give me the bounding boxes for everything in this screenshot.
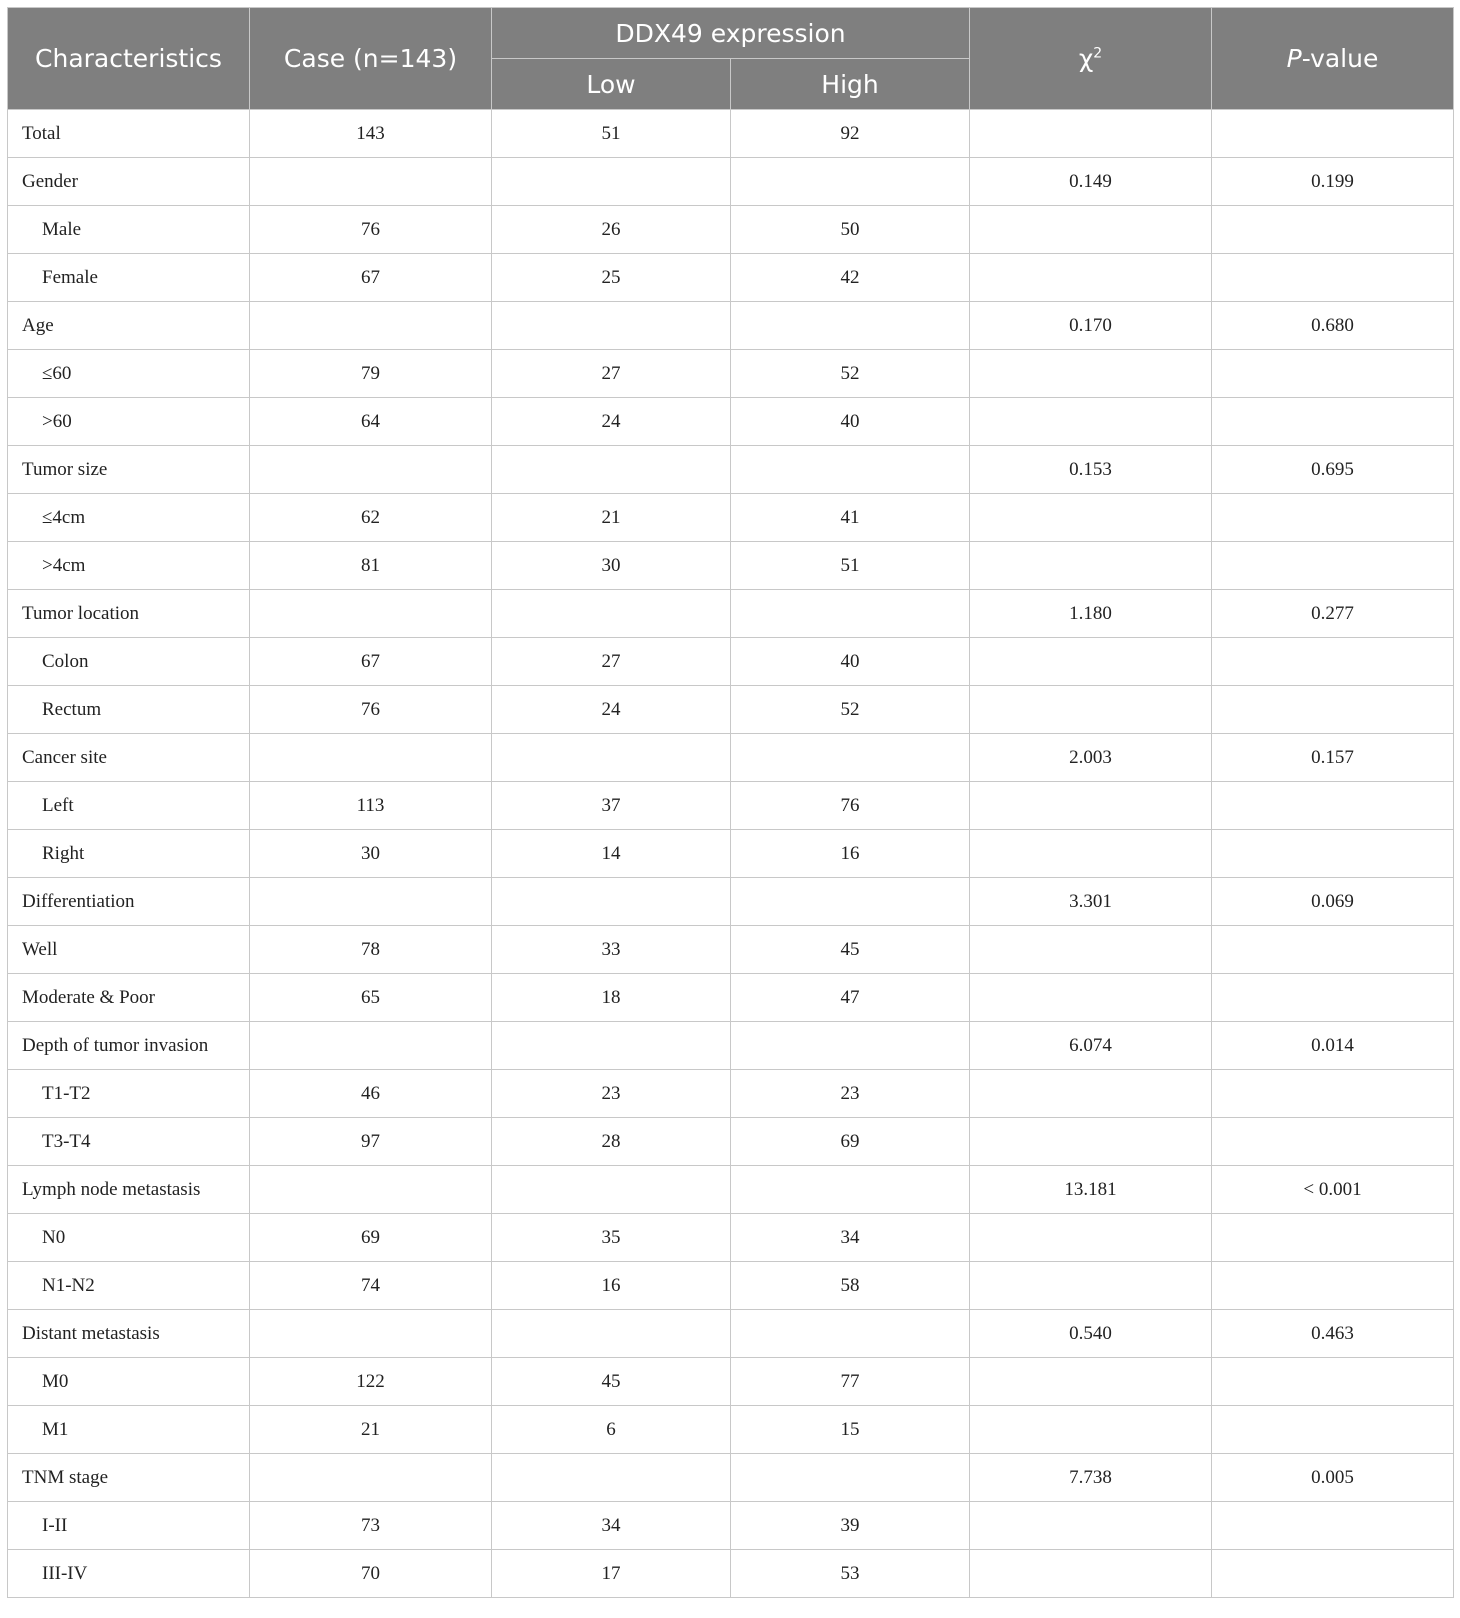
chi-square-value: 6.074 xyxy=(970,1022,1212,1070)
low-count: 26 xyxy=(492,206,731,254)
row-label: TNM stage xyxy=(8,1454,250,1502)
row-label: Age xyxy=(8,302,250,350)
chi-square-value xyxy=(970,638,1212,686)
chi-square-value: 0.153 xyxy=(970,446,1212,494)
low-count: 25 xyxy=(492,254,731,302)
case-count: 76 xyxy=(250,686,492,734)
p-value xyxy=(1212,542,1454,590)
header-p-value xyxy=(1212,8,1454,110)
table-row xyxy=(8,1550,1454,1598)
row-label: Cancer site xyxy=(8,734,250,782)
p-value xyxy=(1212,830,1454,878)
p-italic: P xyxy=(1286,44,1302,73)
case-count xyxy=(250,158,492,206)
chi-square-value xyxy=(970,206,1212,254)
p-value: 0.680 xyxy=(1212,302,1454,350)
low-count: 23 xyxy=(492,1070,731,1118)
case-count: 79 xyxy=(250,350,492,398)
p-value xyxy=(1212,206,1454,254)
header-low: Low xyxy=(492,59,731,110)
p-value xyxy=(1212,782,1454,830)
header-chi-square xyxy=(970,8,1212,110)
case-count: 65 xyxy=(250,974,492,1022)
chi-square-value xyxy=(970,830,1212,878)
row-label: Tumor size xyxy=(8,446,250,494)
low-count: 17 xyxy=(492,1550,731,1598)
chi-square-value xyxy=(970,350,1212,398)
case-count xyxy=(250,302,492,350)
low-count xyxy=(492,158,731,206)
case-count: 74 xyxy=(250,1262,492,1310)
table-row xyxy=(8,830,1454,878)
low-count: 18 xyxy=(492,974,731,1022)
table-row xyxy=(8,494,1454,542)
high-count: 41 xyxy=(731,494,970,542)
chi-square-value xyxy=(970,1070,1212,1118)
case-count xyxy=(250,1454,492,1502)
characteristics-table-container xyxy=(7,7,1453,1598)
low-count: 33 xyxy=(492,926,731,974)
low-count: 34 xyxy=(492,1502,731,1550)
row-label: Total xyxy=(8,110,250,158)
chi-square-value: 0.540 xyxy=(970,1310,1212,1358)
p-value xyxy=(1212,1502,1454,1550)
chi-square-value xyxy=(970,974,1212,1022)
p-value xyxy=(1212,974,1454,1022)
chi-square-value: 0.149 xyxy=(970,158,1212,206)
table-row xyxy=(8,1214,1454,1262)
chi-square-value xyxy=(970,542,1212,590)
low-count xyxy=(492,878,731,926)
table-row xyxy=(8,734,1454,782)
high-count: 45 xyxy=(731,926,970,974)
high-count: 69 xyxy=(731,1118,970,1166)
p-value xyxy=(1212,254,1454,302)
table-header xyxy=(8,8,1454,110)
high-count: 15 xyxy=(731,1406,970,1454)
high-count: 58 xyxy=(731,1262,970,1310)
case-count: 64 xyxy=(250,398,492,446)
p-value: 0.014 xyxy=(1212,1022,1454,1070)
case-count: 76 xyxy=(250,206,492,254)
high-count xyxy=(731,158,970,206)
p-value xyxy=(1212,926,1454,974)
table-row xyxy=(8,1454,1454,1502)
p-value: 0.277 xyxy=(1212,590,1454,638)
chi-square-value xyxy=(970,110,1212,158)
table-row xyxy=(8,974,1454,1022)
chi-square-value xyxy=(970,686,1212,734)
table-row xyxy=(8,302,1454,350)
high-count xyxy=(731,446,970,494)
low-count: 45 xyxy=(492,1358,731,1406)
case-count: 73 xyxy=(250,1502,492,1550)
row-label: Right xyxy=(8,830,250,878)
header-ddx49-expression: DDX49 expression xyxy=(492,8,970,59)
row-label: Well xyxy=(8,926,250,974)
case-count xyxy=(250,1310,492,1358)
low-count xyxy=(492,1310,731,1358)
high-count: 16 xyxy=(731,830,970,878)
case-count xyxy=(250,590,492,638)
p-value xyxy=(1212,638,1454,686)
chi-square-value: 0.170 xyxy=(970,302,1212,350)
case-count xyxy=(250,734,492,782)
high-count xyxy=(731,878,970,926)
case-count xyxy=(250,1166,492,1214)
p-value: 0.463 xyxy=(1212,1310,1454,1358)
low-count: 30 xyxy=(492,542,731,590)
low-count: 6 xyxy=(492,1406,731,1454)
p-value: 0.157 xyxy=(1212,734,1454,782)
table-row xyxy=(8,1262,1454,1310)
table-row xyxy=(8,350,1454,398)
high-count xyxy=(731,590,970,638)
table-row xyxy=(8,254,1454,302)
high-count xyxy=(731,1454,970,1502)
case-count xyxy=(250,1022,492,1070)
low-count xyxy=(492,446,731,494)
p-value xyxy=(1212,350,1454,398)
case-count: 143 xyxy=(250,110,492,158)
row-label: N1-N2 xyxy=(8,1262,250,1310)
chi-square-value: 2.003 xyxy=(970,734,1212,782)
p-value: < 0.001 xyxy=(1212,1166,1454,1214)
row-label: ≤60 xyxy=(8,350,250,398)
p-value xyxy=(1212,398,1454,446)
case-count: 21 xyxy=(250,1406,492,1454)
high-count: 92 xyxy=(731,110,970,158)
table-row xyxy=(8,1502,1454,1550)
table-row xyxy=(8,926,1454,974)
row-label: Colon xyxy=(8,638,250,686)
high-count: 34 xyxy=(731,1214,970,1262)
high-count: 47 xyxy=(731,974,970,1022)
chi-superscript: 2 xyxy=(1093,45,1103,62)
table-row xyxy=(8,542,1454,590)
high-count: 39 xyxy=(731,1502,970,1550)
chi-square-value xyxy=(970,1406,1212,1454)
case-count: 122 xyxy=(250,1358,492,1406)
table-row xyxy=(8,1166,1454,1214)
row-label: III-IV xyxy=(8,1550,250,1598)
low-count: 37 xyxy=(492,782,731,830)
row-label: Depth of tumor invasion xyxy=(8,1022,250,1070)
case-count: 67 xyxy=(250,254,492,302)
chi-square-value xyxy=(970,1358,1212,1406)
table-row xyxy=(8,782,1454,830)
p-value xyxy=(1212,1118,1454,1166)
row-label: Gender xyxy=(8,158,250,206)
row-label: Lymph node metastasis xyxy=(8,1166,250,1214)
row-label: T1-T2 xyxy=(8,1070,250,1118)
high-count: 52 xyxy=(731,350,970,398)
table-row xyxy=(8,1310,1454,1358)
header-high: High xyxy=(731,59,970,110)
chi-square-value: 13.181 xyxy=(970,1166,1212,1214)
row-label: Differentiation xyxy=(8,878,250,926)
chi-square-value: 3.301 xyxy=(970,878,1212,926)
low-count: 51 xyxy=(492,110,731,158)
table-row xyxy=(8,1070,1454,1118)
high-count xyxy=(731,302,970,350)
low-count: 27 xyxy=(492,350,731,398)
p-value: 0.069 xyxy=(1212,878,1454,926)
row-label: >4cm xyxy=(8,542,250,590)
table-row xyxy=(8,638,1454,686)
case-count: 70 xyxy=(250,1550,492,1598)
case-count xyxy=(250,446,492,494)
chi-symbol: χ xyxy=(1078,44,1094,73)
high-count: 40 xyxy=(731,398,970,446)
low-count: 27 xyxy=(492,638,731,686)
header-characteristics: Characteristics xyxy=(8,8,250,110)
table-body xyxy=(8,110,1454,1598)
chi-square-value xyxy=(970,1502,1212,1550)
row-label: T3-T4 xyxy=(8,1118,250,1166)
row-label: Rectum xyxy=(8,686,250,734)
p-value xyxy=(1212,1550,1454,1598)
low-count: 21 xyxy=(492,494,731,542)
table-row xyxy=(8,878,1454,926)
row-label: Tumor location xyxy=(8,590,250,638)
low-count xyxy=(492,1166,731,1214)
table-row xyxy=(8,590,1454,638)
chi-square-value xyxy=(970,926,1212,974)
low-count: 24 xyxy=(492,398,731,446)
row-label: >60 xyxy=(8,398,250,446)
p-value: 0.005 xyxy=(1212,1454,1454,1502)
case-count: 67 xyxy=(250,638,492,686)
case-count: 78 xyxy=(250,926,492,974)
table-row xyxy=(8,206,1454,254)
high-count xyxy=(731,1310,970,1358)
case-count: 30 xyxy=(250,830,492,878)
p-value xyxy=(1212,110,1454,158)
p-value: 0.695 xyxy=(1212,446,1454,494)
low-count xyxy=(492,1454,731,1502)
high-count: 52 xyxy=(731,686,970,734)
chi-square-value xyxy=(970,1118,1212,1166)
case-count: 81 xyxy=(250,542,492,590)
p-value xyxy=(1212,686,1454,734)
chi-square-value xyxy=(970,782,1212,830)
row-label: Left xyxy=(8,782,250,830)
high-count xyxy=(731,1166,970,1214)
high-count: 40 xyxy=(731,638,970,686)
row-label: M0 xyxy=(8,1358,250,1406)
p-value xyxy=(1212,1070,1454,1118)
row-label: Female xyxy=(8,254,250,302)
row-label: Distant metastasis xyxy=(8,1310,250,1358)
low-count: 14 xyxy=(492,830,731,878)
chi-square-value: 1.180 xyxy=(970,590,1212,638)
high-count xyxy=(731,734,970,782)
high-count: 42 xyxy=(731,254,970,302)
header-row-top xyxy=(8,8,1454,59)
high-count: 77 xyxy=(731,1358,970,1406)
high-count: 76 xyxy=(731,782,970,830)
chi-square-value: 7.738 xyxy=(970,1454,1212,1502)
low-count xyxy=(492,590,731,638)
chi-square-value xyxy=(970,494,1212,542)
low-count: 35 xyxy=(492,1214,731,1262)
case-count: 62 xyxy=(250,494,492,542)
chi-square-value xyxy=(970,1550,1212,1598)
row-label: I-II xyxy=(8,1502,250,1550)
low-count xyxy=(492,1022,731,1070)
chi-square-value xyxy=(970,398,1212,446)
p-value: 0.199 xyxy=(1212,158,1454,206)
low-count: 16 xyxy=(492,1262,731,1310)
table-row xyxy=(8,1022,1454,1070)
p-value xyxy=(1212,1214,1454,1262)
p-rest: -value xyxy=(1301,44,1379,73)
high-count: 51 xyxy=(731,542,970,590)
p-value xyxy=(1212,1262,1454,1310)
p-value xyxy=(1212,494,1454,542)
table-row xyxy=(8,446,1454,494)
row-label: M1 xyxy=(8,1406,250,1454)
row-label: Moderate & Poor xyxy=(8,974,250,1022)
low-count: 24 xyxy=(492,686,731,734)
case-count: 113 xyxy=(250,782,492,830)
p-value xyxy=(1212,1358,1454,1406)
header-case: Case (n=143) xyxy=(250,8,492,110)
row-label: ≤4cm xyxy=(8,494,250,542)
low-count xyxy=(492,734,731,782)
p-value xyxy=(1212,1406,1454,1454)
table-row xyxy=(8,398,1454,446)
high-count: 23 xyxy=(731,1070,970,1118)
chi-square-value xyxy=(970,254,1212,302)
low-count: 28 xyxy=(492,1118,731,1166)
table-row xyxy=(8,686,1454,734)
table-row xyxy=(8,1406,1454,1454)
case-count: 97 xyxy=(250,1118,492,1166)
chi-square-value xyxy=(970,1262,1212,1310)
table-row xyxy=(8,1358,1454,1406)
row-label: N0 xyxy=(8,1214,250,1262)
table-row xyxy=(8,158,1454,206)
high-count: 50 xyxy=(731,206,970,254)
table-row xyxy=(8,110,1454,158)
low-count xyxy=(492,302,731,350)
chi-square-value xyxy=(970,1214,1212,1262)
case-count: 46 xyxy=(250,1070,492,1118)
case-count xyxy=(250,878,492,926)
high-count: 53 xyxy=(731,1550,970,1598)
table-row xyxy=(8,1118,1454,1166)
high-count xyxy=(731,1022,970,1070)
row-label: Male xyxy=(8,206,250,254)
case-count: 69 xyxy=(250,1214,492,1262)
ddx49-characteristics-table xyxy=(7,7,1454,1598)
